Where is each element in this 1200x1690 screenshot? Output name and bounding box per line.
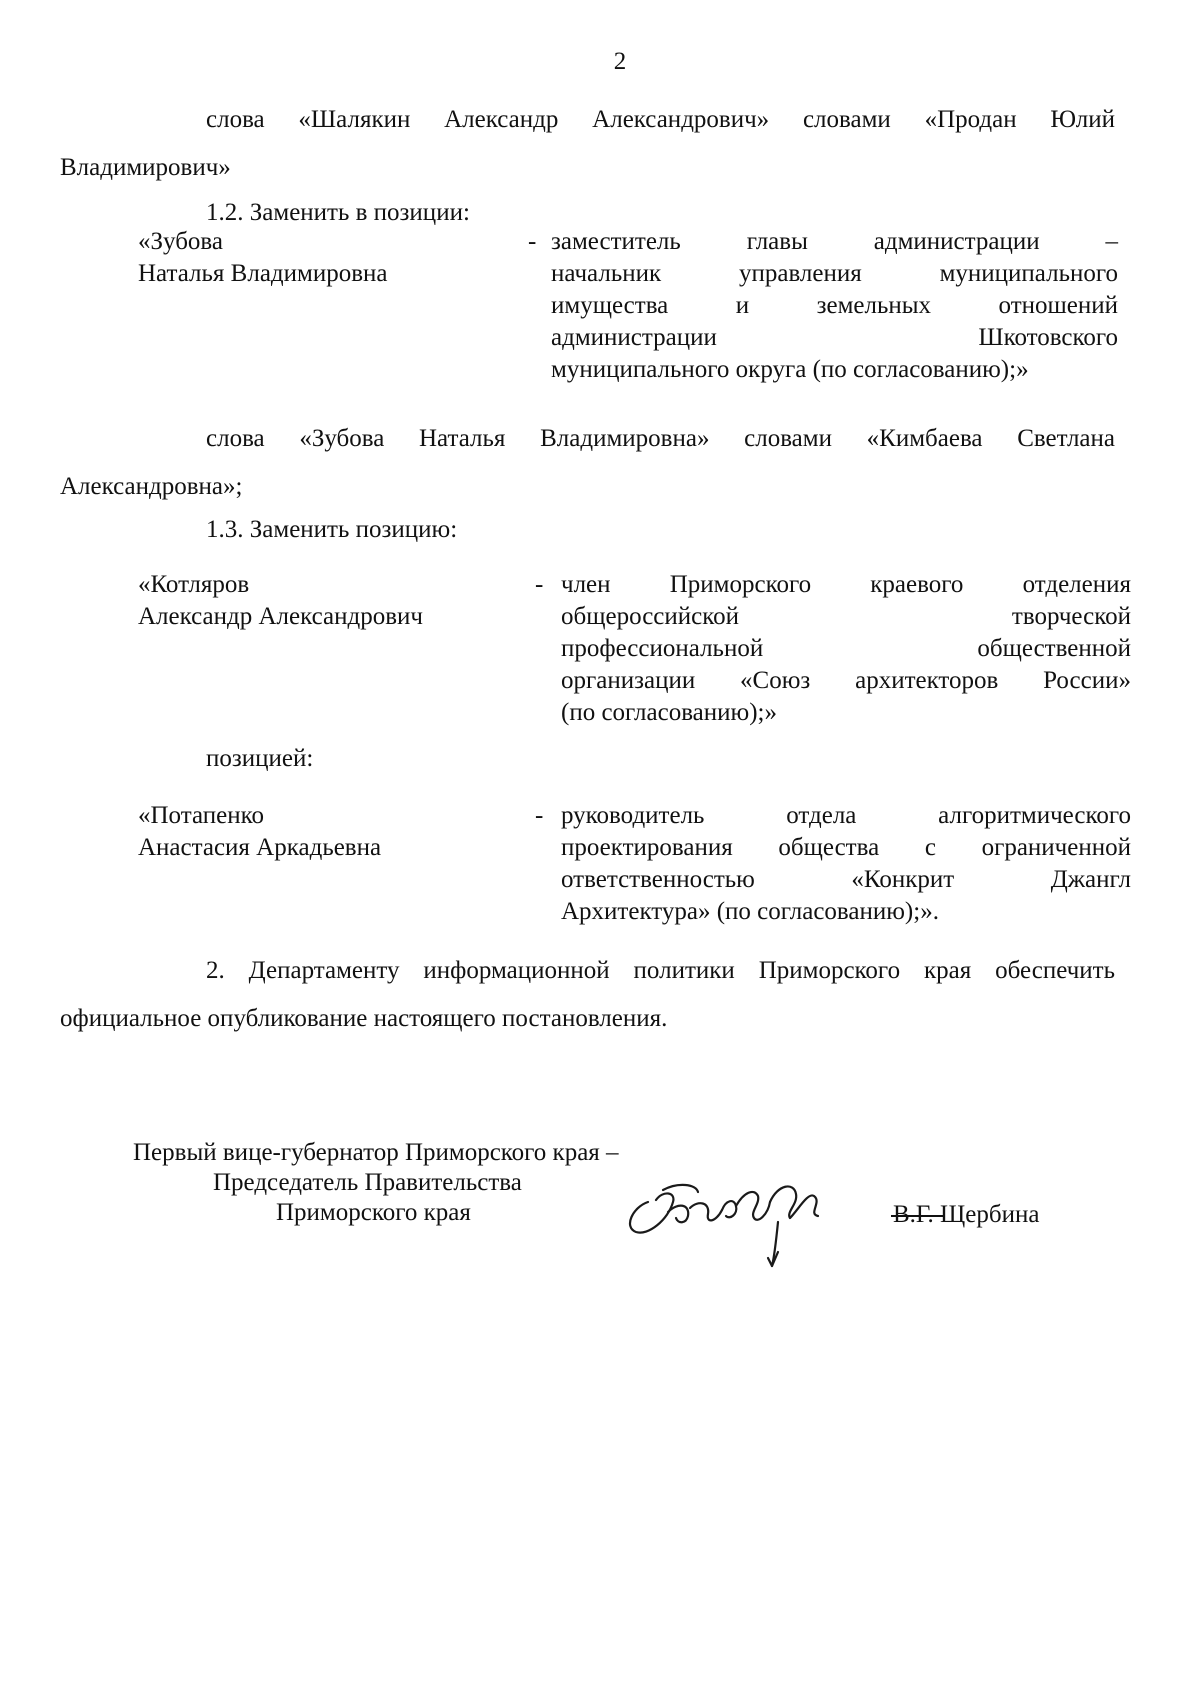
paragraph-line: официальное опубликование настоящего постановления. bbox=[60, 1005, 668, 1032]
entry-dash: - bbox=[528, 228, 537, 255]
entry-name-line: Александр Александрович bbox=[138, 603, 423, 630]
paragraph-publication bbox=[60, 947, 1115, 1043]
entry-name-line: «Потапенко bbox=[138, 802, 264, 829]
description-line: общероссийской творческой bbox=[561, 603, 1131, 630]
entry-name-line: «Котляров bbox=[138, 571, 250, 598]
entry-dash: - bbox=[535, 802, 544, 829]
description-line: администрации Шкотовского bbox=[551, 324, 1118, 351]
description-line: муниципального округа (по согласованию);» bbox=[551, 356, 1029, 383]
description-line: имущества и земельных отношений bbox=[551, 292, 1118, 319]
handwritten-signature bbox=[618, 1162, 878, 1272]
paragraph-replace-shalyakin bbox=[60, 96, 1115, 192]
entry-name bbox=[138, 226, 518, 290]
entry-name bbox=[138, 800, 518, 864]
description-line: начальник управления муниципального bbox=[551, 260, 1118, 287]
entry-dash: - bbox=[535, 571, 544, 598]
description-line: член Приморского краевого отделения bbox=[561, 571, 1131, 598]
paragraph-line: 2. Департаменту информационной политики Приморского края обеспечить bbox=[206, 957, 1115, 984]
paragraph-line: слова «Шалякин Александр Александрович» словами «Продан Юлий bbox=[206, 106, 1115, 133]
entry-name-line: Наталья Владимировна bbox=[138, 260, 388, 287]
description-line: проектирования общества с ограниченной bbox=[561, 834, 1131, 861]
description-line: организации «Союз архитекторов России» bbox=[561, 667, 1131, 694]
entry-name bbox=[138, 569, 518, 633]
entry-description bbox=[561, 569, 1131, 729]
pozitsiey-label: позицией: bbox=[206, 745, 314, 772]
signatory-title-line: Председатель Правительства bbox=[213, 1169, 522, 1196]
entry-kotlyarov bbox=[138, 569, 1131, 734]
signatory-title-line: Первый вице-губернатор Приморского края – bbox=[133, 1139, 619, 1166]
signatory-title-line: Приморского края bbox=[276, 1199, 471, 1226]
paragraph-replace-zubova bbox=[60, 415, 1115, 511]
entry-name-line: «Зубова bbox=[138, 228, 223, 255]
entry-name-line: Анастасия Аркадьевна bbox=[138, 834, 382, 861]
description-line: (по согласованию);» bbox=[561, 699, 777, 726]
page-number: 2 bbox=[613, 48, 627, 75]
description-line: профессиональной общественной bbox=[561, 635, 1131, 662]
entry-description bbox=[561, 800, 1131, 928]
description-line: руководитель отдела алгоритмического bbox=[561, 802, 1131, 829]
description-line: заместитель главы администрации – bbox=[551, 228, 1118, 255]
paragraph-line: Александровна»; bbox=[60, 473, 243, 500]
entry-zubova bbox=[138, 226, 1118, 396]
description-line: Архитектура» (по согласованию);». bbox=[561, 898, 939, 925]
item-1-3-heading: 1.3. Заменить позицию: bbox=[206, 516, 458, 543]
signatory-name: В.Г. Щербина bbox=[893, 1201, 1040, 1228]
paragraph-line: Владимирович» bbox=[60, 154, 231, 181]
entry-potapenko bbox=[138, 800, 1131, 935]
item-1-2-heading: 1.2. Заменить в позиции: bbox=[206, 199, 470, 226]
paragraph-line: слова «Зубова Наталья Владимировна» словами «Кимбаева Светлана bbox=[206, 425, 1115, 452]
signature-block bbox=[133, 1137, 1113, 1277]
description-line: ответственностью «Конкрит Джангл bbox=[561, 866, 1131, 893]
entry-description bbox=[551, 226, 1118, 386]
